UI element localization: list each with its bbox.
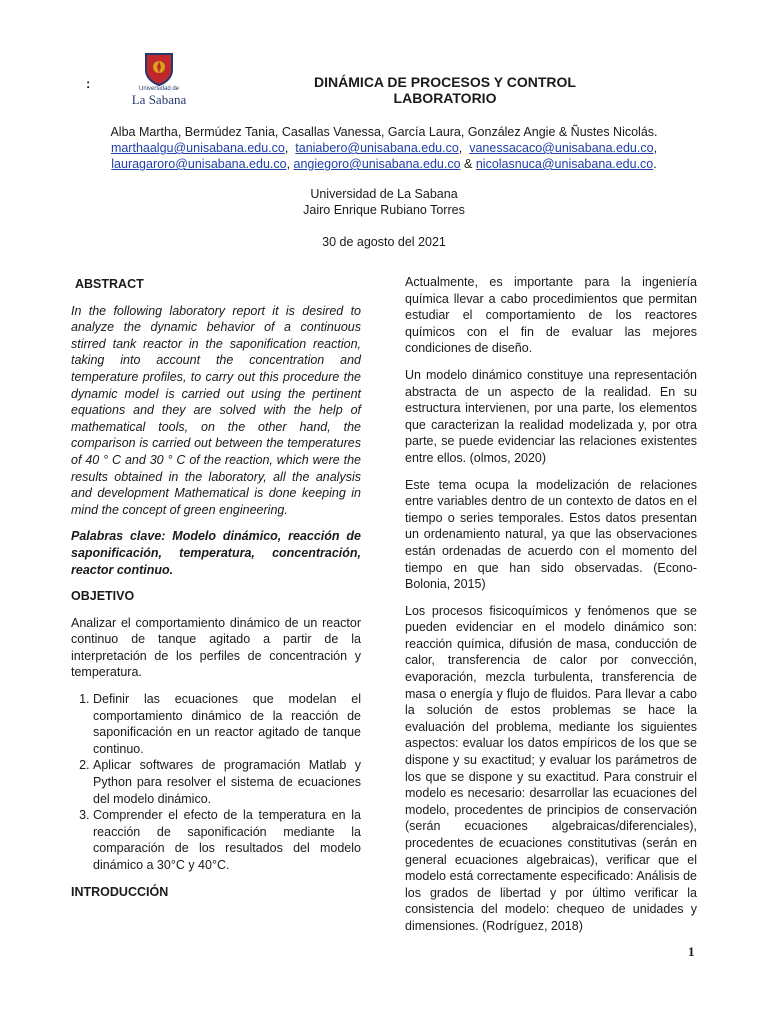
logo-big-text: La Sabana (131, 92, 187, 107)
list-item: 2. Aplicar softwares de programación Matlab y Python para resolver el sistema de ecuaciones del modelo dinámico. (93, 757, 361, 807)
right-column (405, 274, 697, 935)
abstract-text: In the following laboratory report it is desired to analyze the dynamic behavior of a continuous stirred tank reactor in the saponification reaction, taking into account the concentration and temperature profiles, to carry out this procedure the dynamic model is carried out using the pertinent equations and they are solved with the help of mathematical tools, on the other hand, the comparison is carried out between the temperatures of 40 ° C and 30 ° C of the reaction, which were the results obtained in the laboratory, all the analysis and development Mathematical is done keeping in mind the concept of green engineering. (71, 303, 361, 517)
list-item: 1. Definir las ecuaciones que modelan el comportamiento dinámico de la reacción de saponificación en un reactor agitado de tanque continuo. (93, 691, 361, 757)
paragraph: Un modelo dinámico constituye una representación abstracta de un aspecto de la realidad. En su estructura intervienen, por una parte, los elementos que caracterizan la realidad modelizada y, por otra parte, se puede evidenciar las relaciones existentes entre ellos. (olmos, 2020) (405, 367, 697, 465)
date: 30 de agosto del 2021 (322, 235, 446, 249)
paragraph: Actualmente, es importante para la ingeniería química llevar a cabo procedimientos que permitan estudiar el comportamiento de los reactores químicos con el fin de evaluar las mejores condiciones de diseño. (405, 275, 697, 356)
objective-heading: OBJETIVO (71, 589, 135, 604)
email-ampersand: & (464, 157, 473, 171)
professor: Jairo Enrique Rubiano Torres (303, 203, 465, 217)
title-line-1: DINÁMICA DE PROCESOS Y CONTROL (314, 74, 576, 90)
page-number: 1 (688, 944, 695, 959)
intro-heading: INTRODUCCIÓN (71, 884, 169, 899)
paragraph: Los procesos fisicoquímicos y fenómenos que se pueden evidenciar en el modelo dinámico son: reacción química, difusión de masa, conducción de calor, transferencia de calor por convección, evaporación, mezcla turbulenta, transferencia de masa o energía y flujo de fluidos. Para llevar a cabo la solución de estos problemas se hace la evaluación del problema, mediante los siguientes aspectos: evaluar los datos empíricos de los que se dispone y su exactitud; y evaluar los parámetros de los que se dispone y su exactitud. Para construir el modelo es necesario: desarrollar las ecuaciones del modelo, procedentes de principios de conservación (serán ecuaciones algebraicas/diferenciales), procedentes de ecuaciones constitutivas (serán en general ecuaciones algebraicas), verificar que el modelo está correctamente especificado: Análisis de los grados de libertad y por último verificar la consistencia del modelo: chequeo de unidades y dimensiones. (Rodríguez, 2018) (405, 603, 697, 933)
email-link[interactable]: marthaalgu@unisabana.edu.co (110, 141, 285, 155)
list-item: 3. Comprender el efecto de la temperatura en la reacción de saponificación mediante la comparación de los resultados del modelo dinámico a 30°C y 40°C. (93, 807, 361, 873)
email-link[interactable]: angiegoro@unisabana.edu.co (293, 157, 461, 171)
crest-icon (143, 52, 175, 86)
header-colon: : (86, 76, 91, 91)
email-link[interactable]: lauragaroro@unisabana.edu.co (111, 157, 287, 171)
objectives-list (71, 691, 361, 874)
title-line-2: LABORATORIO (393, 90, 497, 106)
email-link[interactable]: taniabero@unisabana.edu.co (295, 141, 459, 155)
institution: Universidad de La Sabana (310, 187, 458, 201)
document-title (200, 74, 690, 106)
email-link[interactable]: vanessacaco@unisabana.edu.co (469, 141, 654, 155)
abstract-heading: ABSTRACT (75, 277, 144, 291)
left-column (71, 276, 361, 900)
paragraph: Este tema ocupa la modelización de relaciones entre variables dentro de un contexto de datos en el tiempo o series temporales. Estos datos presentan un ordenamiento natural, ya que las observaciones están ordenadas de acuerdo con el momento del tiempo en que han sido observadas. (Econo-Bolonia, 2015) (405, 477, 697, 592)
university-logo (122, 52, 196, 106)
keywords: Palabras clave: Modelo dinámico, reacción de saponificación, temperatura, concentración, reactor continuo. (71, 529, 361, 577)
email-list: marthaalgu@unisabana.edu.co, taniabero@unisabana.edu.co, vanessacaco@unisabana.edu.co, lauragaroro@unisabana.edu.co, angiegoro@unisabana.edu.co & nicolasnuca@unisabana.edu.co. (110, 141, 658, 171)
objective-text: Analizar el comportamiento dinámico de un reactor continuo de tanque agitado a partir de la interpretación de los perfiles de concentración y temperatura. (71, 615, 361, 680)
logo-small-text: Universidad de (138, 86, 180, 92)
authors: Alba Martha, Bermúdez Tania, Casallas Vanessa, García Laura, González Angie & Ñustes Nicolás. (110, 125, 658, 139)
email-link[interactable]: nicolasnuca@unisabana.edu.co (475, 157, 654, 171)
